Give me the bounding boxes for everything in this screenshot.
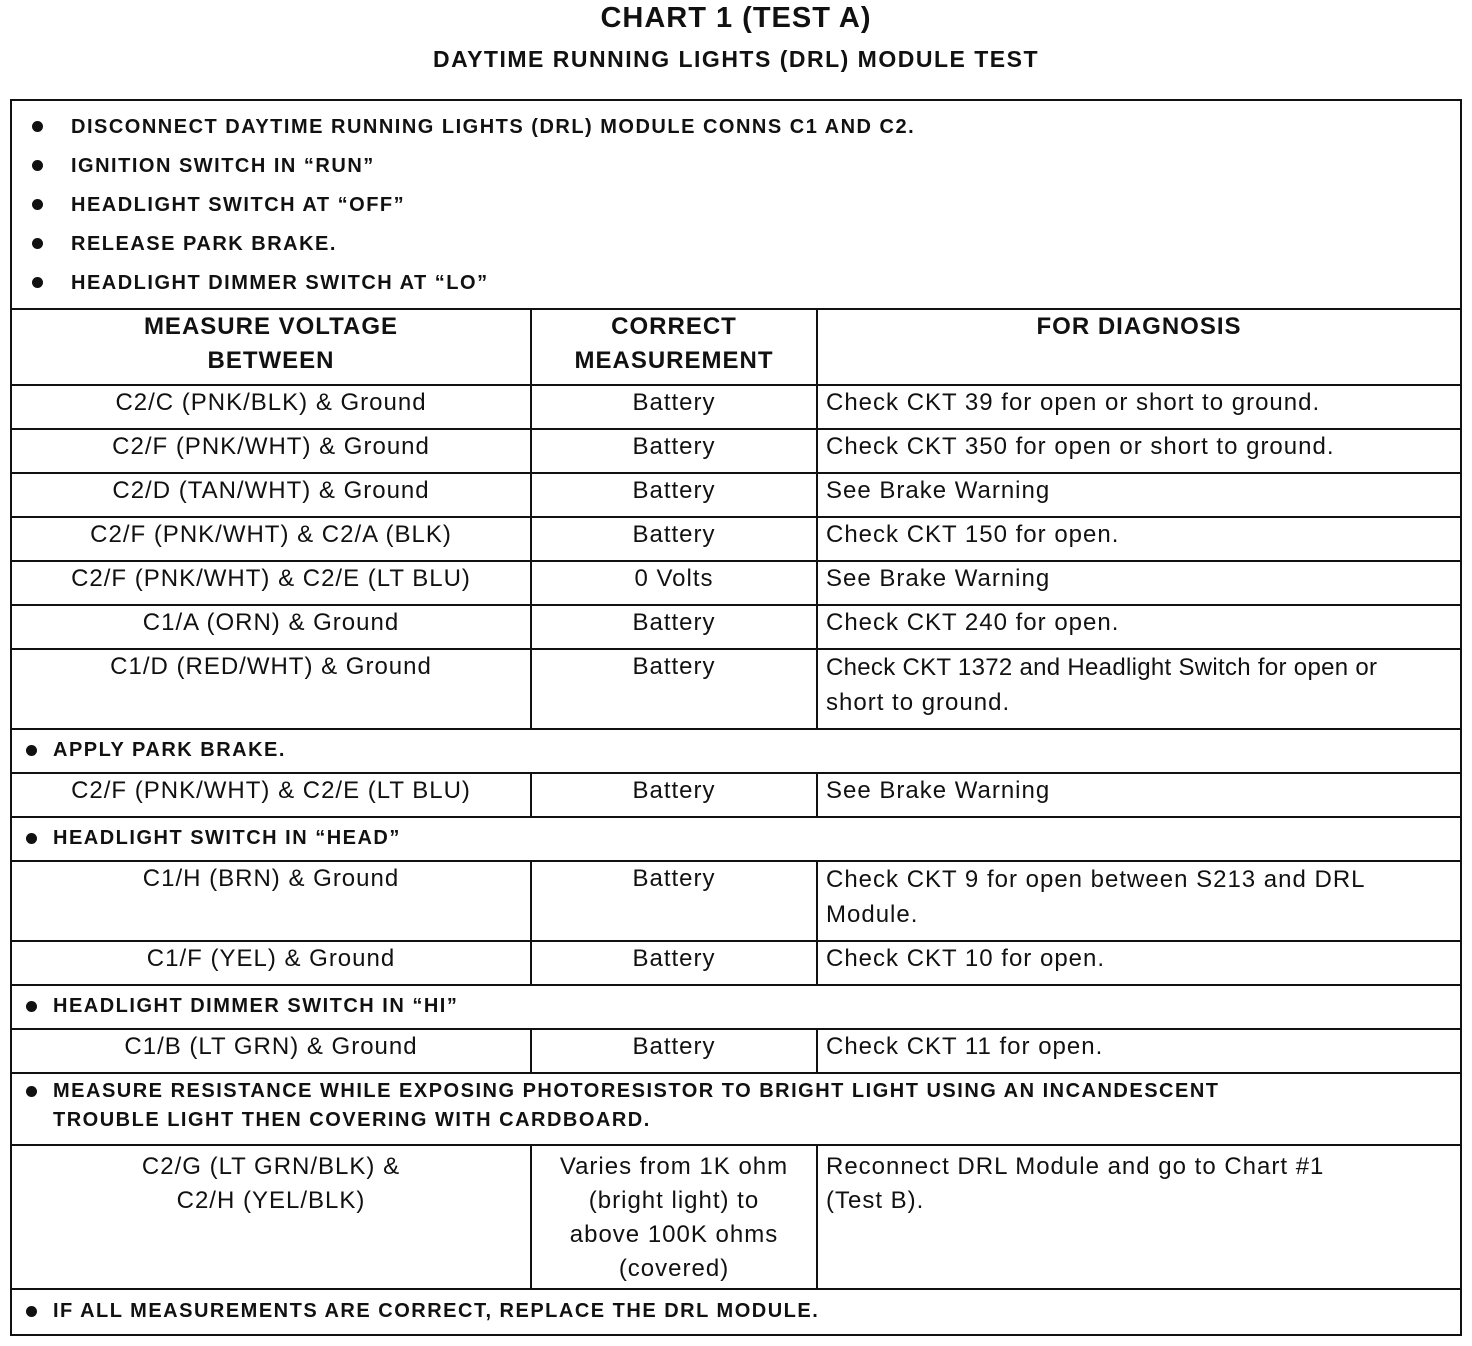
bullet-icon bbox=[32, 199, 43, 210]
header-for-diagnosis bbox=[817, 309, 1461, 385]
bullet-icon bbox=[26, 1306, 37, 1317]
initial-steps-row bbox=[11, 100, 1461, 309]
correct-cell: Battery bbox=[531, 941, 817, 985]
correct-cell: Battery bbox=[531, 773, 817, 817]
measure-cell: C2/C (PNK/BLK) & Ground bbox=[11, 385, 531, 429]
table-row bbox=[11, 773, 1461, 817]
header-measure-voltage bbox=[11, 309, 531, 385]
instruction-cell bbox=[11, 1073, 1461, 1145]
initial-steps bbox=[11, 100, 1461, 309]
instruction-row bbox=[11, 985, 1461, 1029]
measure-cell bbox=[11, 1145, 531, 1289]
table-row bbox=[11, 561, 1461, 605]
table-row bbox=[11, 517, 1461, 561]
bullet-icon bbox=[26, 833, 37, 844]
diagnosis-cell: Check CKT 11 for open. bbox=[817, 1029, 1461, 1073]
diagnosis-line: Check CKT 9 for open between S213 and DRL bbox=[826, 866, 1366, 893]
diagnosis-line: (Test B). bbox=[826, 1187, 925, 1214]
correct-line: above 100K ohms bbox=[569, 1221, 779, 1248]
diagnosis-cell bbox=[817, 861, 1461, 941]
correct-cell: Battery bbox=[531, 473, 817, 517]
header-diagnosis-text: FOR DIAGNOSIS bbox=[1036, 313, 1242, 340]
step-item bbox=[32, 107, 1460, 146]
diagnosis-cell: Check CKT 10 for open. bbox=[817, 941, 1461, 985]
measure-cell: C2/F (PNK/WHT) & Ground bbox=[11, 429, 531, 473]
step-text: HEADLIGHT SWITCH AT “OFF” bbox=[71, 193, 406, 216]
diagnosis-cell: Check CKT 39 for open or short to ground. bbox=[817, 385, 1461, 429]
diagnosis-cell bbox=[817, 649, 1461, 729]
correct-cell: Battery bbox=[531, 517, 817, 561]
measure-cell: C2/F (PNK/WHT) & C2/E (LT BLU) bbox=[11, 561, 531, 605]
instruction-text-block bbox=[53, 1077, 1219, 1135]
correct-cell: Battery bbox=[531, 1029, 817, 1073]
measure-line: C2/G (LT GRN/BLK) & bbox=[141, 1153, 401, 1180]
header-measure-line1: MEASURE VOLTAGE bbox=[143, 313, 399, 340]
diagnosis-cell: See Brake Warning bbox=[817, 773, 1461, 817]
bullet-icon bbox=[32, 238, 43, 249]
column-header-row bbox=[11, 309, 1461, 385]
correct-cell: Battery bbox=[531, 605, 817, 649]
table-row bbox=[11, 649, 1461, 729]
final-instruction-row bbox=[11, 1289, 1461, 1335]
step-text: IGNITION SWITCH IN “RUN” bbox=[71, 154, 375, 177]
step-item bbox=[32, 146, 1460, 185]
table-row bbox=[11, 1145, 1461, 1289]
step-text: RELEASE PARK BRAKE. bbox=[71, 232, 337, 255]
measure-cell: C2/D (TAN/WHT) & Ground bbox=[11, 473, 531, 517]
header-correct-measurement bbox=[531, 309, 817, 385]
table-row bbox=[11, 1029, 1461, 1073]
instruction-text: HEADLIGHT SWITCH IN “HEAD” bbox=[53, 827, 401, 849]
table-row bbox=[11, 861, 1461, 941]
table-row bbox=[11, 385, 1461, 429]
diagnosis-line: Check CKT 1372 and Headlight Switch for open or bbox=[826, 654, 1378, 681]
chart-subtitle: DAYTIME RUNNING LIGHTS (DRL) MODULE TEST bbox=[432, 46, 1040, 72]
bullet-icon bbox=[26, 1001, 37, 1012]
diagnosis-cell: Check CKT 350 for open or short to ground. bbox=[817, 429, 1461, 473]
step-item bbox=[32, 224, 1460, 263]
correct-cell: Battery bbox=[531, 385, 817, 429]
instruction-text: HEADLIGHT DIMMER SWITCH IN “HI” bbox=[53, 995, 459, 1017]
diagnosis-cell bbox=[817, 1145, 1461, 1289]
step-text: HEADLIGHT DIMMER SWITCH AT “LO” bbox=[71, 271, 489, 294]
correct-line: (bright light) to bbox=[588, 1187, 760, 1214]
diagnosis-cell: See Brake Warning bbox=[817, 473, 1461, 517]
bullet-icon bbox=[32, 160, 43, 171]
diagnosis-line: Reconnect DRL Module and go to Chart #1 bbox=[826, 1153, 1325, 1180]
correct-line: (covered) bbox=[618, 1255, 730, 1282]
instruction-row bbox=[11, 1073, 1461, 1145]
correct-cell: 0 Volts bbox=[531, 561, 817, 605]
bullet-icon bbox=[26, 1086, 37, 1097]
measure-cell: C1/A (ORN) & Ground bbox=[11, 605, 531, 649]
measure-cell: C1/H (BRN) & Ground bbox=[11, 861, 531, 941]
diagnosis-cell: Check CKT 150 for open. bbox=[817, 517, 1461, 561]
measure-cell: C1/F (YEL) & Ground bbox=[11, 941, 531, 985]
diagnostic-table bbox=[10, 99, 1462, 1336]
instruction-row bbox=[11, 729, 1461, 773]
diagnosis-cell: See Brake Warning bbox=[817, 561, 1461, 605]
correct-cell: Battery bbox=[531, 429, 817, 473]
measure-cell: C2/F (PNK/WHT) & C2/A (BLK) bbox=[11, 517, 531, 561]
bullet-icon bbox=[32, 121, 43, 132]
chart-title: CHART 1 (TEST A) bbox=[600, 2, 872, 34]
instruction-row bbox=[11, 817, 1461, 861]
header-correct-line1: CORRECT bbox=[611, 313, 737, 340]
instruction-cell bbox=[11, 729, 1461, 773]
table-row bbox=[11, 605, 1461, 649]
instruction-cell bbox=[11, 985, 1461, 1029]
diagnosis-line: short to ground. bbox=[826, 689, 1011, 716]
diagnosis-line: Module. bbox=[826, 901, 919, 928]
correct-cell: Battery bbox=[531, 861, 817, 941]
measure-cell: C1/B (LT GRN) & Ground bbox=[11, 1029, 531, 1073]
table-row bbox=[11, 473, 1461, 517]
bullet-icon bbox=[32, 277, 43, 288]
correct-cell bbox=[531, 1145, 817, 1289]
step-text: DISCONNECT DAYTIME RUNNING LIGHTS (DRL) MODULE CONNS C1 AND C2. bbox=[71, 115, 916, 138]
correct-line: Varies from 1K ohm bbox=[559, 1153, 789, 1180]
diagnosis-cell: Check CKT 240 for open. bbox=[817, 605, 1461, 649]
header-correct-line2: MEASUREMENT bbox=[574, 347, 774, 374]
instruction-line: MEASURE RESISTANCE WHILE EXPOSING PHOTORESISTOR TO BRIGHT LIGHT USING AN INCANDESCENT bbox=[53, 1080, 1220, 1102]
table-row bbox=[11, 941, 1461, 985]
header-measure-line2: BETWEEN bbox=[207, 347, 335, 374]
correct-cell: Battery bbox=[531, 649, 817, 729]
instruction-cell bbox=[11, 817, 1461, 861]
instruction-text: APPLY PARK BRAKE. bbox=[53, 739, 286, 761]
final-instruction-text: IF ALL MEASUREMENTS ARE CORRECT, REPLACE THE DRL MODULE. bbox=[53, 1300, 820, 1322]
measure-line: C2/H (YEL/BLK) bbox=[176, 1187, 366, 1214]
bullet-icon bbox=[26, 745, 37, 756]
step-item bbox=[32, 263, 1460, 302]
measure-cell: C1/D (RED/WHT) & Ground bbox=[11, 649, 531, 729]
measure-cell: C2/F (PNK/WHT) & C2/E (LT BLU) bbox=[11, 773, 531, 817]
step-item bbox=[32, 185, 1460, 224]
instruction-line: TROUBLE LIGHT THEN COVERING WITH CARDBOARD. bbox=[53, 1109, 651, 1131]
final-instruction-cell bbox=[11, 1289, 1461, 1335]
table-row bbox=[11, 429, 1461, 473]
